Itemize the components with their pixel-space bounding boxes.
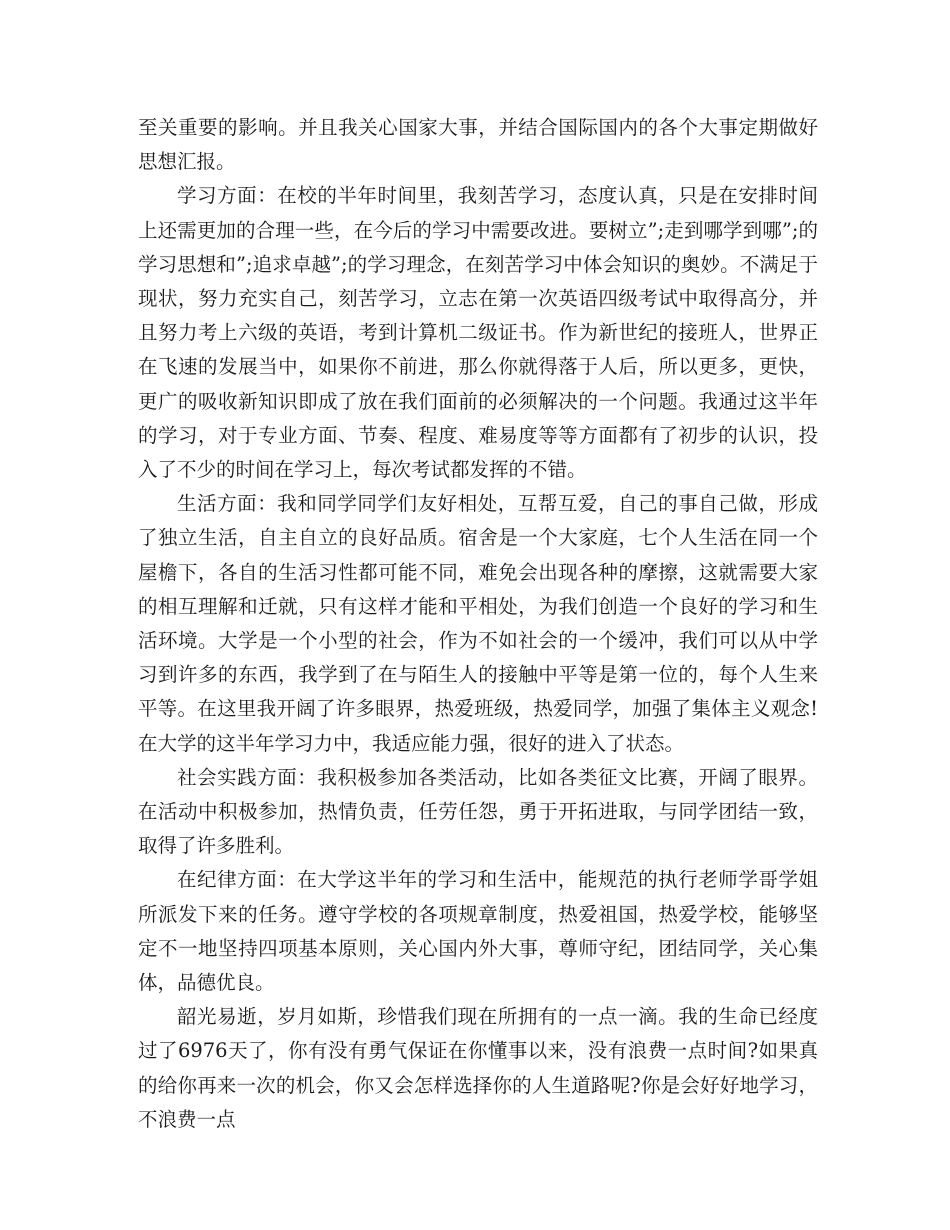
document-body <box>138 111 818 1137</box>
paragraph-study: 学习方面：在校的半年时间里，我刻苦学习，态度认真，只是在安排时间上还需更加的合理一些，在今后的学习中需要改进。要树立”;走到哪学到哪”;的学习思想和”;追求卓越”;的学习理念，在刻苦学习中体会知识的奥妙。不满足于现状，努力充实自己，刻苦学习，立志在第一次英语四级考试中取得高分，并且努力考上六级的英语，考到计算机二级证书。作为新世纪的接班人，世界正在飞速的发展当中，如果你不前进，那么你就得落于人后，所以更多，更快，更广的吸收新知识即成了放在我们面前的必须解决的一个问题。我通过这半年的学习，对于专业方面、节奏、程度、难易度等等方面都有了初步的认识，投入了不少的时间在学习上，每次考试都发挥的不错。 <box>138 184 818 482</box>
paragraph-discipline: 在纪律方面：在大学这半年的学习和生活中，能规范的执行老师学哥学姐所派发下来的任务。遵守学校的各项规章制度，热爱祖国，热爱学校，能够坚定不一地坚持四项基本原则，关心国内外大事，尊师守纪，团结同学，关心集体，品德优良。 <box>138 868 818 995</box>
paragraph-life: 生活方面：我和同学同学们友好相处，互帮互爱，自己的事自己做，形成了独立生活，自主自立的良好品质。宿舍是一个大家庭，七个人生活在同一个屋檐下，各自的生活习性都可能不同，难免会出现各种的摩擦，这就需要大家的相互理解和迁就，只有这样才能和平相处，为我们创造一个良好的学习和生活环境。大学是一个小型的社会，作为不如社会的一个缓冲，我们可以从中学习到许多的东西，我学到了在与陌生人的接触中平等是第一位的，每个人生来平等。在这里我开阔了许多眼界，热爱班级，热爱同学，加强了集体主义观念!在大学的这半年学习力中，我适应能力强，很好的进入了状态。 <box>138 492 818 755</box>
paragraph-social-practice: 社会实践方面：我积极参加各类活动，比如各类征文比赛，开阔了眼界。在活动中积极参加，热情负责，任劳任怨，勇于开拓进取，与同学团结一致，取得了许多胜利。 <box>138 765 818 858</box>
paragraph-reflection: 韶光易逝，岁月如斯，珍惜我们现在所拥有的一点一滴。我的生命已经度过了6976天了，你有没有勇气保证在你懂事以来，没有浪费一点时间?如果真的给你再来一次的机会，你又会怎样选择你的人生道路呢?你是会好好地学习，不浪费一点 <box>138 1005 818 1131</box>
paragraph-intro-continuation: 至关重要的影响。并且我关心国家大事，并结合国际国内的各个大事定期做好思想汇报。 <box>138 116 818 174</box>
